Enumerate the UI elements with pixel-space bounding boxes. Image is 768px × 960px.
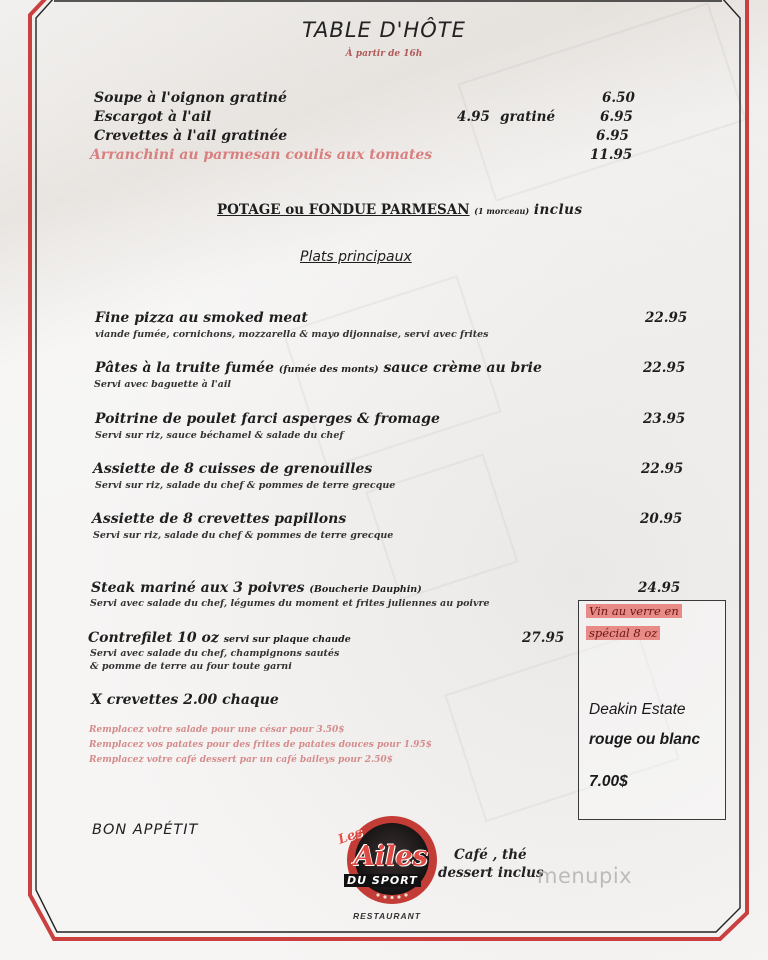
main-dish-description: Servi sur riz, salade du chef & pommes de terre grecque [95, 480, 396, 491]
main-dish-description: & pomme de terre au four toute garni [90, 661, 292, 672]
wine-type: rouge ou blanc [589, 731, 701, 748]
wine-price: 7.00$ [589, 773, 628, 790]
main-dish-price: 24.95 [638, 580, 681, 596]
starter-price: 6.95 [600, 109, 633, 125]
page-title: TABLE D'HÔTE [302, 18, 466, 42]
main-dish-name-text: Steak mariné aux 3 poivres [91, 580, 310, 596]
main-dish-price: 27.95 [522, 630, 565, 646]
main-dish-description: Servi avec baguette à l'ail [94, 379, 232, 390]
cafe-note-line2: dessert inclus [438, 865, 544, 881]
starter-alt-price: 4.95 [457, 109, 490, 125]
main-dish-price: 23.95 [643, 411, 686, 427]
main-dish-description: Servi avec salade du chef, légumes du moment et frites juliennes au poivre [90, 598, 490, 609]
main-dish-description: Servi sur riz, sauce béchamel & salade du chef [95, 430, 344, 441]
starter-name: Crevettes à l'ail gratinée [94, 128, 288, 144]
main-dish-price: 22.95 [645, 310, 688, 326]
section-title-mains: Plats principaux [300, 249, 412, 265]
wine-special-box [578, 600, 726, 820]
starter-name: Escargot à l'ail [94, 109, 212, 125]
main-dish-description: Servi avec salade du chef, champignons sautés [90, 648, 340, 659]
main-dish-name-note: (fumée des monts) [278, 364, 379, 375]
main-dish-description: viande fumée, cornichons, mozzarella & mayo dijonnaise, servi avec frites [95, 329, 489, 340]
main-dish-name: Assiette de 8 crevettes papillons [92, 511, 347, 527]
included-course-suffix: inclus [533, 202, 583, 218]
starter-name-highlighted: Arranchini au parmesan coulis aux tomates [90, 147, 433, 163]
main-dish-price: 20.95 [640, 511, 683, 527]
wine-name: Deakin Estate [589, 701, 686, 718]
page-subtitle: À partir de 16h [345, 49, 423, 59]
main-dish-price: 22.95 [641, 461, 684, 477]
substitution-line: Remplacez votre salade pour une césar pour 3.50$ [89, 725, 345, 735]
logo-text-main: Ailes [354, 841, 428, 872]
main-dish-price: 22.95 [643, 360, 686, 376]
logo-caption: RESTAURANT [353, 911, 421, 921]
included-course-main: POTAGE ou FONDUE PARMESAN [217, 202, 470, 218]
main-dish-name-text: Pâtes à la truite fumée [95, 360, 279, 376]
starter-price: 6.50 [602, 90, 635, 106]
starter-alt-label: gratiné [500, 109, 556, 125]
bon-appetit: BON APPÉTIT [92, 822, 199, 838]
cafe-note-line1: Café , thé [454, 847, 527, 863]
main-dish-name: Fine pizza au smoked meat [95, 310, 308, 326]
main-dish-name: Assiette de 8 cuisses de grenouilles [93, 461, 373, 477]
main-dish-name-tail: sauce crème au brie [378, 360, 542, 376]
starter-name: Soupe à l'oignon gratiné [94, 90, 287, 106]
included-course-note: (1 morceau) [474, 206, 530, 216]
main-dish-name-text: Contrefilet 10 oz [88, 630, 224, 646]
main-dish-name [91, 580, 422, 596]
wine-special-highlight: Vin au verre en [586, 604, 682, 618]
wine-special-highlight: spécial 8 oz [586, 626, 660, 640]
substitution-line: Remplacez vos patates pour des frites de patates douces pour 1.95$ [89, 740, 432, 750]
main-dish-name-note: servi sur plaque chaude [223, 634, 351, 645]
main-dish-name: Poitrine de poulet farci asperges & fromage [95, 411, 440, 427]
main-dish-description: Servi sur riz, salade du chef & pommes de terre grecque [93, 530, 394, 541]
logo-text-sub: DU SPORT [344, 874, 421, 887]
logo-text-top: Les [336, 825, 365, 848]
included-course [217, 202, 583, 218]
starter-price: 11.95 [590, 147, 633, 163]
menupix-watermark: menupix [537, 864, 633, 888]
substitution-line: Remplacez votre café dessert par un café baileys pour 2.50$ [89, 755, 393, 765]
main-dish-name [95, 360, 542, 376]
main-dish-name-note: (Boucherie Dauphin) [309, 584, 422, 595]
extra-shrimp: X crevettes 2.00 chaque [91, 692, 279, 708]
main-dish-name [88, 630, 351, 646]
starter-price: 6.95 [596, 128, 629, 144]
restaurant-logo [334, 815, 444, 910]
